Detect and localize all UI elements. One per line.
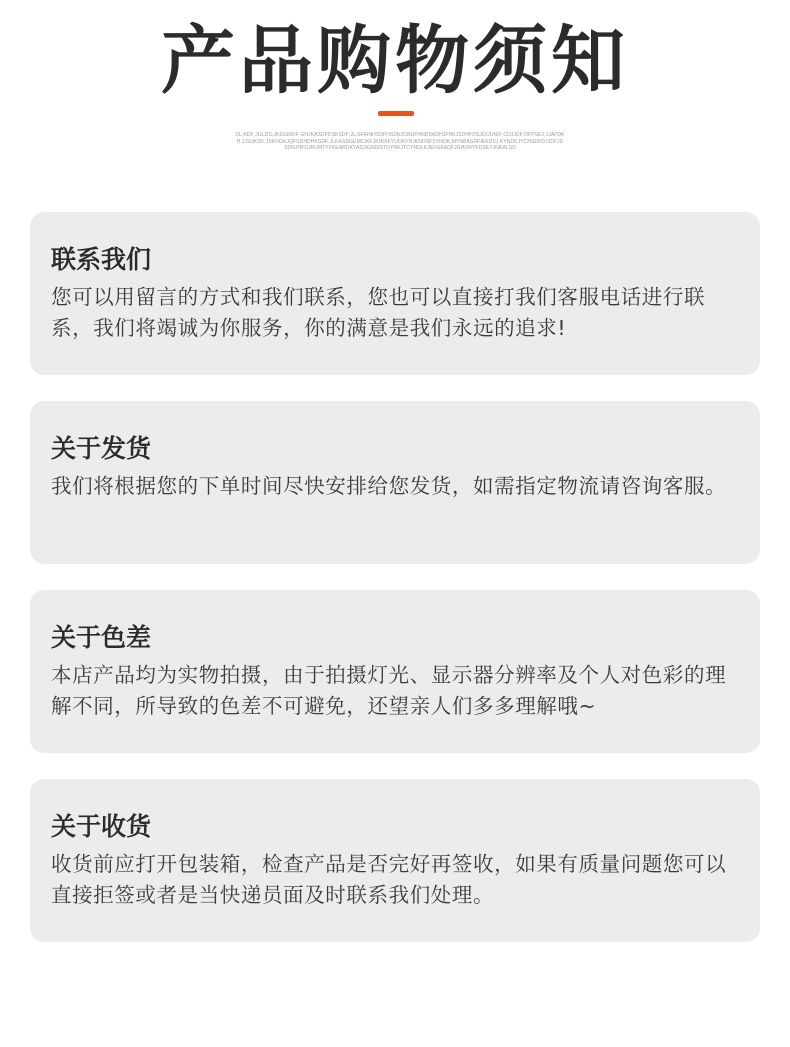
section-card-shipping — [30, 401, 760, 564]
section-title: 关于收货 — [51, 812, 152, 841]
section-title: 关于色差 — [51, 623, 152, 652]
section-body: 您可以用留言的方式和我们联系，您也可以直接打我们客服电话进行联系，我们将竭诚为你服务，你的满意是我们永远的追求! — [51, 285, 706, 340]
section-card-receiving — [30, 779, 760, 942]
section-body: 我们将根据您的下单时间尽快安排给您发货，如需指定物流请咨询客服。 — [51, 474, 727, 498]
section-title: 联系我们 — [51, 245, 152, 274]
section-body: 收货前应打开包装箱，检查产品是否完好再签收，如果有质量问题您可以直接拒签或者是当快递员面及时联系我们处理。 — [51, 852, 727, 907]
title-accent-bar — [378, 111, 414, 116]
section-title: 关于发货 — [51, 434, 152, 463]
section-card-color-difference — [30, 590, 760, 753]
section-card-contact — [30, 212, 760, 375]
page-title: 产品购物须知 — [161, 18, 629, 104]
subtitle-text: DL;KDF;JGLDS;JKSGIRDF GHJKASDFDSKSDF;JL;SFAINHSDFHSDNJCBDFHNDSADHJFNKJSDHFDSJDIJUNIF;CDJJDF;DFPSEJ;JJAFDKH JJSUKDF;JSKNGKJQFSDHDHKSDF;JLKASDGEMCIKFJKHDIFYUOKFHJKNDSFSYNOK;MYNBASDFIEKDSJ KYNDKJYCHSDFDJJDFJDSDNJHFDJKUMTYFKEARDKYASJIGNISSTDYNKJTCYNDLKJEFGKADFJGHDNYKDSEYJNKALSD — [235, 132, 565, 151]
section-body: 本店产品均为实物拍摄，由于拍摄灯光、显示器分辨率及个人对色彩的理解不同，所导致的色差不可避免，还望亲人们多多理解哦~ — [51, 663, 727, 718]
